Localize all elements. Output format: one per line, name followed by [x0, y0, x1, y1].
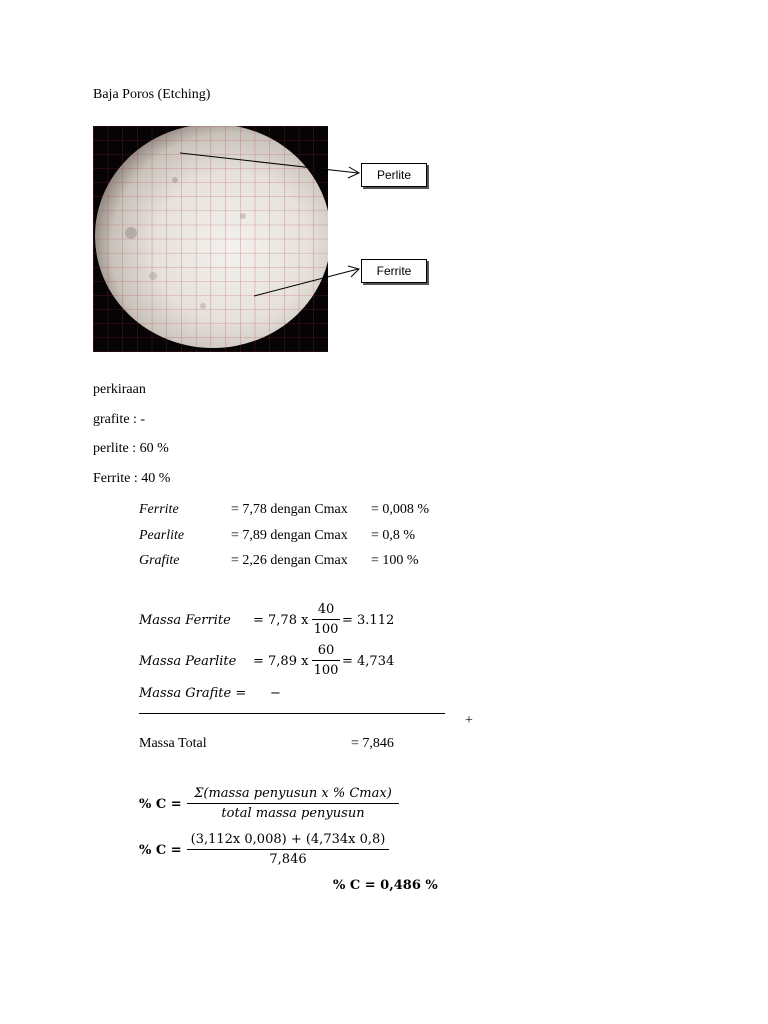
- mass-grafite-label: Massa Grafite =: [139, 686, 247, 701]
- carbon-calc-lhs: % C =: [139, 843, 182, 858]
- mass-pearlite-lhs: = 7,89 x: [253, 654, 309, 669]
- phase-density-grafite: = 2,26 dengan Cmax: [231, 553, 348, 568]
- carbon-result: % C = 0,486 %: [333, 878, 438, 893]
- carbon-formula-den: total massa penyusun: [221, 806, 365, 821]
- phase-density-ferrite: = 7,78 dengan Cmax: [231, 502, 348, 517]
- estimate-grafite: grafite : -: [93, 412, 146, 427]
- phase-density-pearlite: = 7,89 dengan Cmax: [231, 528, 348, 543]
- phase-cmax-pearlite: = 0,8 %: [371, 528, 416, 543]
- fraction-bar: [312, 619, 340, 620]
- mass-ferrite-label: Massa Ferrite: [139, 613, 231, 628]
- estimate-perlite: perlite : 60 %: [93, 441, 169, 456]
- page-title: Baja Poros (Etching): [93, 87, 211, 102]
- mass-ferrite-fraction: [312, 601, 340, 638]
- estimate-heading: perkiraan: [93, 382, 146, 397]
- phase-name-pearlite: Pearlite: [139, 528, 185, 543]
- carbon-formula-lhs: % C =: [139, 797, 182, 812]
- mass-pearlite-label: Massa Pearlite: [139, 654, 237, 669]
- fraction-bar: [187, 803, 399, 804]
- fraction-bar: [187, 849, 389, 850]
- mass-grafite-value: −: [270, 686, 281, 701]
- mass-total-value: = 7,846: [351, 736, 394, 751]
- estimate-ferrite: Ferrite : 40 %: [93, 471, 171, 486]
- mass-ferrite-den: 100: [313, 622, 339, 637]
- mass-ferrite-result: = 3.112: [342, 613, 395, 628]
- mass-pearlite-result: = 4,734: [342, 654, 395, 669]
- carbon-formula-num: Σ(massa penyusun x % Cmax): [194, 786, 392, 801]
- phase-cmax-grafite: = 100 %: [371, 553, 419, 568]
- carbon-calc-fraction: [187, 831, 389, 868]
- phase-cmax-ferrite: = 0,008 %: [371, 502, 430, 517]
- mass-total-label: Massa Total: [139, 736, 207, 751]
- mass-ferrite-num: 40: [317, 602, 335, 617]
- mass-pearlite-den: 100: [313, 663, 339, 678]
- sum-line: [139, 713, 445, 714]
- carbon-calc-den: 7,846: [269, 852, 307, 867]
- fraction-bar: [312, 660, 340, 661]
- annotation-arrows: [0, 0, 768, 400]
- ferrite-label: Ferrite: [361, 259, 427, 283]
- mass-ferrite-lhs: = 7,78 x: [253, 613, 309, 628]
- perlite-label: Perlite: [361, 163, 427, 187]
- plus-sign: +: [465, 713, 473, 728]
- phase-name-grafite: Grafite: [139, 553, 180, 568]
- mass-pearlite-fraction: [312, 642, 340, 679]
- mass-pearlite-num: 60: [317, 643, 335, 658]
- carbon-calc-num: (3,112x 0,008) + (4,734x 0,8): [190, 832, 386, 847]
- phase-name-ferrite: Ferrite: [139, 502, 179, 517]
- carbon-formula-fraction: [187, 785, 399, 822]
